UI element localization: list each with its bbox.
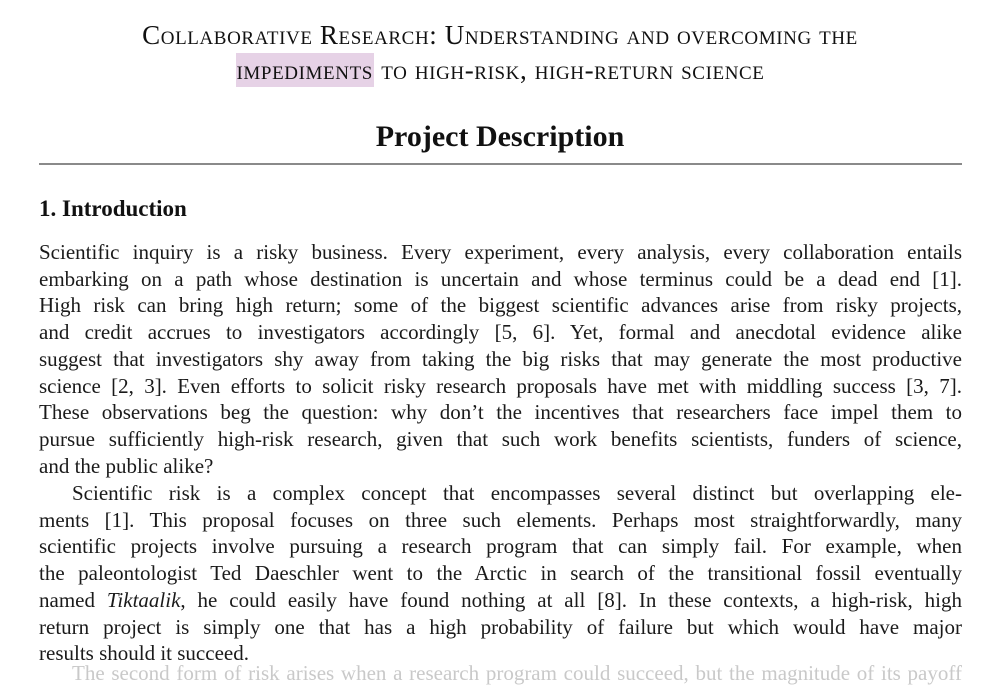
paragraph-line: and the public alike? bbox=[39, 454, 214, 478]
paragraph-line: embarking on a path whose destination is uncertain and whose terminus could be a dead end [1]. bbox=[39, 267, 962, 291]
paragraph-line: Scientific risk is a complex concept that encompasses several distinct but overlapping ele- bbox=[72, 481, 962, 505]
highlighted-word[interactable]: impediments bbox=[236, 55, 373, 85]
paragraph-line: the paleontologist Ted Daeschler went to the Arctic in search of the transitional fossil eventually bbox=[39, 561, 962, 585]
paragraph-line: These observations beg the question: why don’t the incentives that researchers face impel them to bbox=[39, 400, 962, 424]
horizontal-rule bbox=[39, 163, 962, 165]
paragraph-line: return project is simply one that has a high probability of failure but which would have major bbox=[39, 615, 962, 639]
title-line-2-rest: to high-risk, high-return science bbox=[373, 55, 765, 85]
paragraph-line: and credit accrues to investigators accordingly [5, 6]. Yet, formal and anecdotal evidence alike bbox=[39, 320, 962, 344]
document-title-line-1: Collaborative Research: Understanding and overcoming the bbox=[142, 20, 858, 50]
paragraph-line: suggest that investigators shy away from taking the big risks that may generate the most productive bbox=[39, 347, 962, 371]
line-text: , he could easily have found nothing at all [8]. In these contexts, a high-risk, high bbox=[180, 588, 962, 612]
line-text: named bbox=[39, 588, 107, 612]
paragraph-line: results should it succeed. bbox=[39, 641, 249, 665]
paragraph-line: ments [1]. This proposal focuses on three such elements. Perhaps most straightforwardly, many bbox=[39, 508, 962, 532]
cutoff-line: The second form of risk arises when a research program could succeed, but the magnitude of its payoff bbox=[72, 661, 962, 685]
paragraph-line: Scientific inquiry is a risky business. Every experiment, every analysis, every collaboration entails bbox=[39, 240, 962, 264]
paragraph-line bbox=[39, 587, 962, 613]
paragraph-line: pursue sufficiently high-risk research, given that such work benefits scientists, funders of science, bbox=[39, 427, 962, 451]
paragraph-line: science [2, 3]. Even efforts to solicit risky research proposals have met with middling success [3, 7]. bbox=[39, 374, 962, 398]
document-title-line-2 bbox=[0, 55, 1000, 86]
paragraph-line: scientific projects involve pursuing a research program that can simply fail. For example, when bbox=[39, 534, 962, 558]
italic-term: Tiktaalik bbox=[106, 588, 181, 612]
paragraph-line: High risk can bring high return; some of the biggest scientific advances arise from risky projects, bbox=[39, 293, 962, 317]
page-heading: Project Description bbox=[375, 120, 625, 153]
section-title: 1. Introduction bbox=[39, 196, 187, 221]
